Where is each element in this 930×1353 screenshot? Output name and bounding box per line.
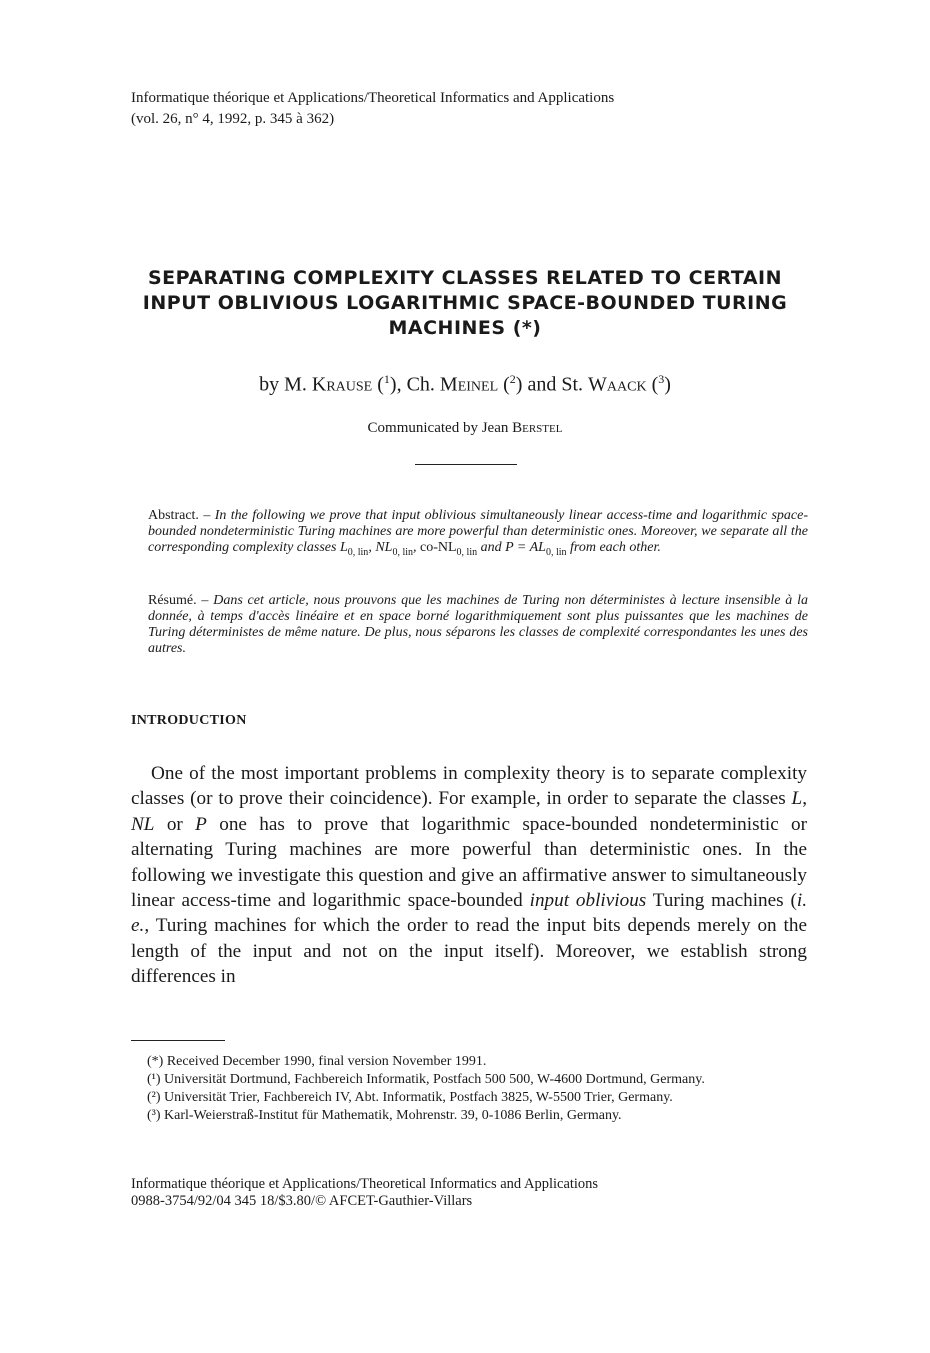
class-l: L — [339, 540, 348, 555]
communicated-by — [120, 420, 810, 437]
abstract-text: In the following we prove that input oblivious simultaneously linear access-time and logarithmic space-bounded nondeterministic Turing machines are more powerful than deterministic ones. Moreover, we separate all the corresponding complexity classes — [148, 508, 808, 555]
authors-by: by M. — [259, 373, 307, 396]
communicated-prefix: Communicated by Jean — [367, 420, 509, 436]
author-krause: Krause — [311, 373, 373, 396]
intro-text-4: , Turing machines for which the order to read the input bits depends merely on the length of the input and not on the input itself). Moreover, we establish strong differences in — [131, 915, 807, 988]
author-meinel: Meinel — [439, 373, 499, 396]
authors-sep-1: , Ch. — [396, 373, 435, 396]
intro-ie: i. e. — [131, 890, 807, 937]
class-p: P = AL — [505, 540, 546, 555]
footnote-2: (²) Universität Trier, Fachbereich IV, Abt. Informatik, Postfach 3825, W-5500 Trier, Germany. — [147, 1090, 673, 1105]
footnote-divider — [131, 1040, 225, 1041]
intro-class-p: P — [195, 813, 207, 835]
intro-class-nl: NL — [131, 813, 155, 835]
class-conl: co-NL — [420, 540, 457, 555]
class-sub-4: 0, lin — [545, 546, 567, 558]
intro-text-2: one has to prove that logarithmic space-bounded nondeterministic or alternating Turing machines are more powerful than deterministic ones. In the following we investigate this question and give an affirmative answer to simultaneously linear access-time and logarithmic space-bounded — [131, 813, 808, 912]
footer-journal: Informatique théorique et Applications/Theoretical Informatics and Applications — [131, 1176, 599, 1192]
abstract-and: and — [480, 540, 502, 555]
class-sub-2: 0, lin — [392, 546, 413, 558]
resume — [148, 593, 808, 657]
journal-name: Informatique théorique et Applications/Theoretical Informatics and Applications — [131, 90, 615, 106]
intro-class-l: L — [791, 788, 803, 810]
intro-text-1: One of the most important problems in complexity theory is to separate complexity classes (or to prove their coincidence). For example, in order to separate the classes — [131, 763, 807, 810]
abstract-end: from each other. — [570, 540, 661, 555]
class-nl: NL — [375, 540, 393, 555]
intro-oblivious: input oblivious — [529, 890, 647, 912]
author-line: by M. Krause ($^1$), Ch. Meinel ($^2$) and St. Waack ($^3$) — [259, 372, 671, 396]
page-footer — [131, 1176, 598, 1210]
footer-issn: 0988-3754/92/04 345 18/$3.80/© AFCET-Gauthier-Villars — [131, 1193, 473, 1209]
authors-sep-2: and St. — [522, 373, 584, 396]
author-waack: Waack — [588, 373, 647, 396]
footnote-3: (³) Karl-Weierstraß-Institut für Mathematik, Mohrenstr. 39, 0-1086 Berlin, Germany. — [147, 1108, 622, 1123]
introduction-paragraph: One of the most important problems in complexity theory is to separate complexity classes (or to prove their coincidence). For example, in order to separate the classes L, NL or P one has to prove that logarithmic space-bounded nondeterministic or alternating Turing machines are more powerful than deterministic ones. In the following we investigate this question and give an affirmative answer to simultaneously linear access-time and logarithmic space-bounded input oblivious Turing machines (i. e., Turing machines for which the order to read the input bits depends merely on the length of the input and not on the input itself). Moreover, we establish strong differences in — [131, 763, 808, 988]
introduction-heading: INTRODUCTION — [131, 713, 247, 728]
resume-text: Dans cet article, nous prouvons que les machines de Turing non déterministes à lecture insensible à la donnée, à temps d'accès linéaire et en space borné logarithmiquement sont plus puissantes que les machines de Turing déterministes de même nature. De plus, nous séparons les classes de complexité correspondantes les unes des autres. — [148, 593, 808, 656]
abstract: Abstract. – In the following we prove that input oblivious simultaneously linear access-time and logarithmic space-bounded nondeterministic Turing machines are more powerful than deterministic ones. Moreover, we separate all the corresponding complexity classes $L_{0, lin}$, $NL_{0, lin}$, $co-NL_{0, lin}$ and $P = AL_{0, lin}$ from each other. — [148, 508, 808, 558]
journal-header — [131, 88, 614, 130]
footnote-received: (*) Received December 1990, final version November 1991. — [147, 1054, 487, 1069]
abstract-label: Abstract. – — [148, 508, 211, 523]
footnotes — [131, 1054, 809, 1126]
class-sub-1: 0, lin — [347, 546, 369, 558]
introduction-body — [131, 761, 807, 990]
intro-text-3: Turing machines ( — [652, 890, 797, 912]
communicated-name: Berstel — [512, 420, 563, 436]
author-note-1: 1 — [383, 372, 390, 386]
author-note-3: 3 — [658, 372, 665, 386]
footnote-1: (¹) Universität Dortmund, Fachbereich Informatik, Postfach 500 500, W-4600 Dortmund, Germany. — [147, 1072, 705, 1087]
paper-title: SEPARATING COMPLEXITY CLASSES RELATED TO CERTAIN INPUT OBLIVIOUS LOGARITHMIC SPACE-BOUNDED TURING MACHINES (*) — [142, 267, 788, 339]
author-note-2: 2 — [509, 372, 516, 386]
resume-label: Résumé. – — [148, 593, 209, 608]
class-sub-3: 0, lin — [456, 546, 478, 558]
intro-or: or — [166, 813, 183, 835]
journal-volume: (vol. 26, n° 4, 1992, p. 345 à 362) — [131, 111, 335, 127]
title-divider — [415, 464, 517, 465]
